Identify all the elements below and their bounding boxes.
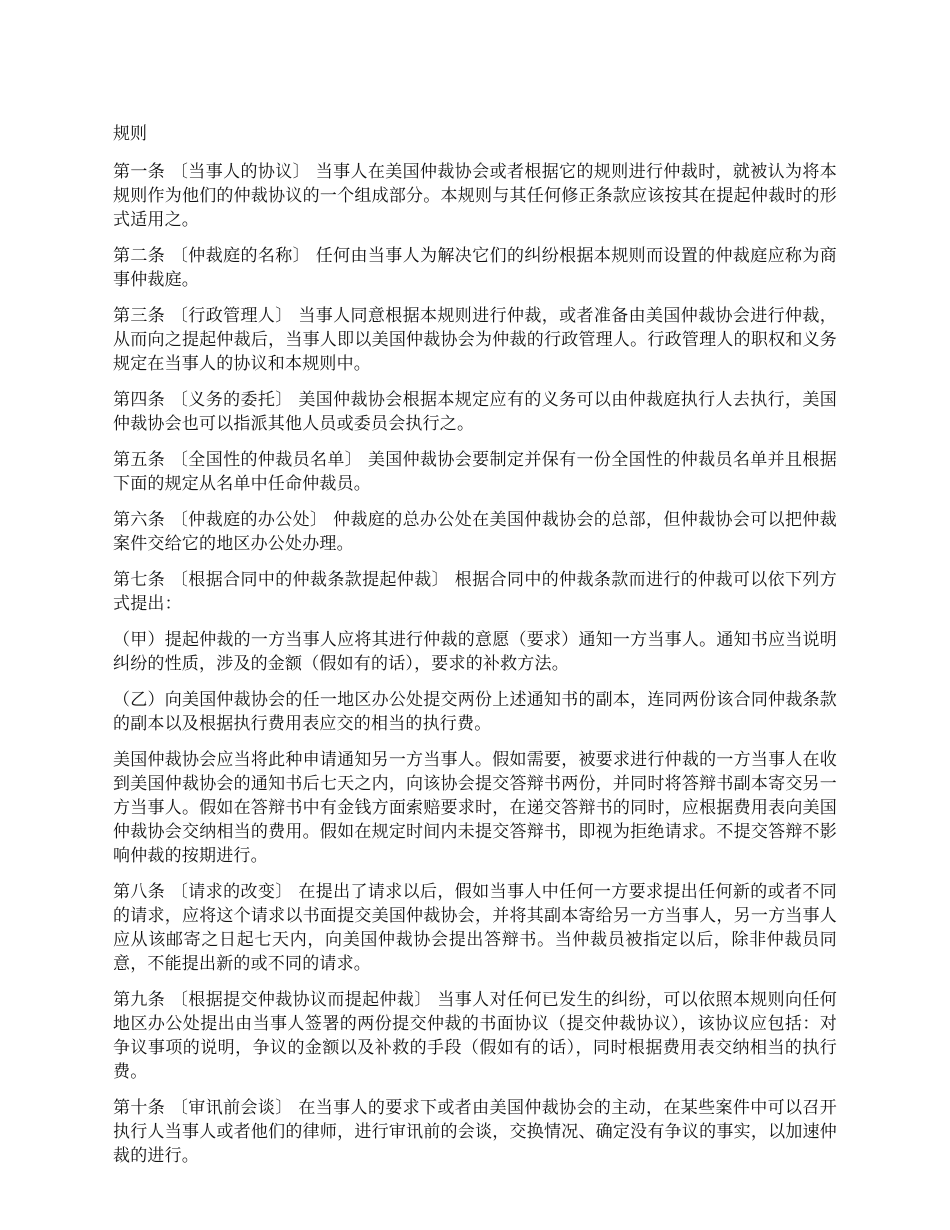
article-5-paragraph: 第五条 〔全国性的仲裁员名单〕 美国仲裁协会要制定并保有一份全国性的仲裁员名单并且根据下面的规定从名单中任命仲裁员。 bbox=[113, 450, 837, 494]
document-title: 规则 bbox=[113, 124, 147, 144]
article-2-paragraph: 第二条 〔仲裁庭的名称〕 任何由当事人为解决它们的纠纷根据本规则而设置的仲裁庭应称为商事仲裁庭。 bbox=[113, 246, 837, 290]
article-3-paragraph: 第三条 〔行政管理人〕 当事人同意根据本规则进行仲裁，或者准备由美国仲裁协会进行仲裁，从而向之提起仲裁后，当事人即以美国仲裁协会为仲裁的行政管理人。行政管理人的职权和义务规定在当事人的协议和本规则中。 bbox=[113, 306, 837, 374]
article-7-clause-a: （甲）提起仲裁的一方当事人应将其进行仲裁的意愿（要求）通知一方当事人。通知书应当说明纠纷的性质，涉及的金额（假如有的话），要求的补救方法。 bbox=[113, 630, 837, 674]
article-4-paragraph: 第四条 〔义务的委托〕 美国仲裁协会根据本规定应有的义务可以由仲裁庭执行人去执行，美国仲裁协会也可以指派其他人员或委员会执行之。 bbox=[113, 390, 837, 434]
article-1-paragraph: 第一条 〔当事人的协议〕 当事人在美国仲裁协会或者根据它的规则进行仲裁时，就被认为将本规则作为他们的仲裁协议的一个组成部分。本规则与其任何修正条款应该按其在提起仲裁时的形式适用之。 bbox=[113, 162, 837, 230]
article-8-paragraph: 第八条 〔请求的改变〕 在提出了请求以后，假如当事人中任何一方要求提出任何新的或者不同的请求，应将这个请求以书面提交美国仲裁协会，并将其副本寄给另一方当事人，另一方当事人应从该邮寄之日起七天内，向美国仲裁协会提出答辩书。当仲裁员被指定以后，除非仲裁员同意，不能提出新的或不同的请求。 bbox=[113, 882, 837, 974]
article-7-paragraph: 第七条 〔根据合同中的仲裁条款提起仲裁〕 根据合同中的仲裁条款而进行的仲裁可以依下列方式提出： bbox=[113, 570, 837, 614]
article-7-clause-b: （乙）向美国仲裁协会的任一地区办公处提交两份上述通知书的副本，连同两份该合同仲裁条款的副本以及根据执行费用表应交的相当的执行费。 bbox=[113, 690, 837, 734]
article-10-paragraph: 第十条 〔审讯前会谈〕 在当事人的要求下或者由美国仲裁协会的主动，在某些案件中可以召开执行人当事人或者他们的律师，进行审讯前的会谈，交换情况、确定没有争议的事实，以加速仲裁的进行。 bbox=[113, 1098, 837, 1166]
article-7-notice-paragraph: 美国仲裁协会应当将此种申请通知另一方当事人。假如需要，被要求进行仲裁的一方当事人在收到美国仲裁协会的通知书后七天之内，向该协会提交答辩书两份，并同时将答辩书副本寄交另一方当事人。假如在答辩书中有金钱方面索赔要求时，在递交答辩书的同时，应根据费用表向美国仲裁协会交纳相当的费用。假如在规定时间内未提交答辩书，即视为拒绝请求。不提交答辩不影响仲裁的按期进行。 bbox=[113, 750, 837, 866]
article-9-paragraph: 第九条 〔根据提交仲裁协议而提起仲裁〕 当事人对任何已发生的纠纷，可以依照本规则向任何地区办公处提出由当事人签署的两份提交仲裁的书面协议（提交仲裁协议），该协议应包括：对争议事项的说明，争议的金额以及补救的手段（假如有的话），同时根据费用表交纳相当的执行费。 bbox=[113, 990, 837, 1082]
article-6-paragraph: 第六条 〔仲裁庭的办公处〕 仲裁庭的总办公处在美国仲裁协会的总部，但仲裁协会可以把仲裁案件交给它的地区办公处办理。 bbox=[113, 510, 837, 554]
